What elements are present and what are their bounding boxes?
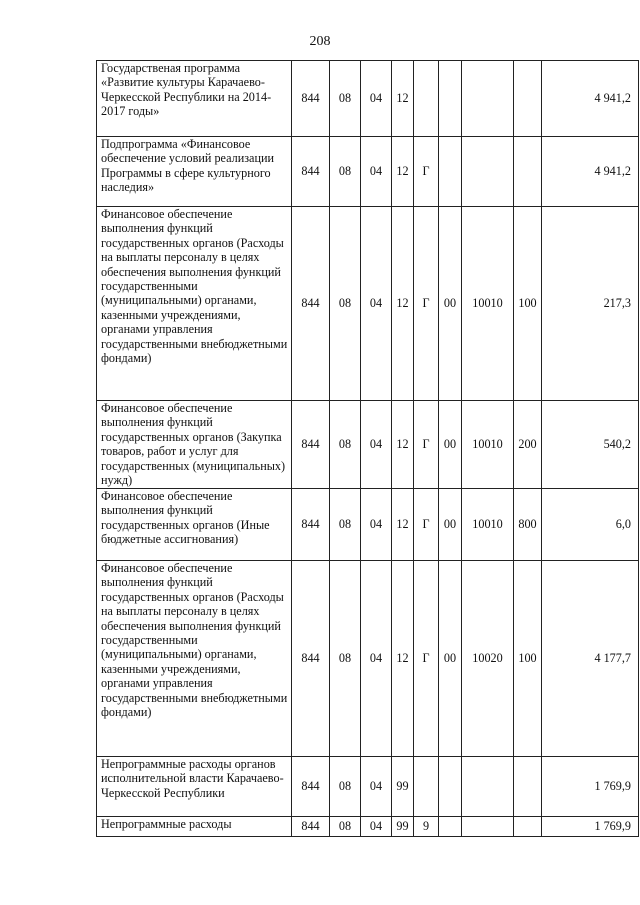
table-row bbox=[97, 137, 639, 207]
cell-program-code: 12 bbox=[392, 137, 414, 207]
cell-section-code: 08 bbox=[330, 207, 361, 401]
cell-subsection-code: 04 bbox=[361, 489, 392, 561]
cell-subsection-code: 04 bbox=[361, 207, 392, 401]
cell-name: Подпрограмма «Финансовое обеспечение условий реализации Программы в сфере культурного наследия» bbox=[97, 137, 292, 207]
cell-program-code: 12 bbox=[392, 489, 414, 561]
cell-type-code: 100 bbox=[514, 561, 542, 757]
cell-admin-code: 844 bbox=[292, 817, 330, 837]
cell-admin-code: 844 bbox=[292, 137, 330, 207]
cell-direction-code: 00 bbox=[439, 401, 462, 489]
cell-direction-code: 00 bbox=[439, 561, 462, 757]
cell-subsection-code: 04 bbox=[361, 137, 392, 207]
cell-type-code: 200 bbox=[514, 401, 542, 489]
cell-type-code bbox=[514, 61, 542, 137]
table-row bbox=[97, 489, 639, 561]
cell-subsection-code: 04 bbox=[361, 401, 392, 489]
cell-subsection-code: 04 bbox=[361, 817, 392, 837]
cell-name: Финансовое обеспечение выполнения функций государственных органов (Расходы на выплаты персоналу в целях обеспечения выполнения функций государственными (муниципальными) органами, казенными учреждениями, органами управления государственными внебюджетными фондами) bbox=[97, 207, 292, 401]
cell-name: Непрограммные расходы органов исполнительной власти Карачаево-Черкесской Республики bbox=[97, 757, 292, 817]
cell-subprogram-code bbox=[414, 61, 439, 137]
cell-expense-code: 10010 bbox=[462, 401, 514, 489]
cell-subprogram-code: Г bbox=[414, 401, 439, 489]
cell-amount: 540,2 bbox=[542, 401, 639, 489]
cell-program-code: 12 bbox=[392, 401, 414, 489]
table-row bbox=[97, 817, 639, 837]
cell-expense-code: 10020 bbox=[462, 561, 514, 757]
cell-amount: 4 941,2 bbox=[542, 61, 639, 137]
cell-subprogram-code bbox=[414, 757, 439, 817]
cell-subprogram-code: Г bbox=[414, 137, 439, 207]
cell-direction-code: 00 bbox=[439, 207, 462, 401]
cell-section-code: 08 bbox=[330, 757, 361, 817]
cell-expense-code bbox=[462, 61, 514, 137]
cell-admin-code: 844 bbox=[292, 489, 330, 561]
cell-direction-code bbox=[439, 61, 462, 137]
cell-section-code: 08 bbox=[330, 61, 361, 137]
cell-name: Финансовое обеспечение выполнения функций государственных органов (Иные бюджетные ассигнования) bbox=[97, 489, 292, 561]
cell-admin-code: 844 bbox=[292, 61, 330, 137]
cell-program-code: 12 bbox=[392, 561, 414, 757]
cell-type-code bbox=[514, 137, 542, 207]
cell-section-code: 08 bbox=[330, 489, 361, 561]
cell-expense-code bbox=[462, 817, 514, 837]
cell-amount: 4 177,7 bbox=[542, 561, 639, 757]
cell-subprogram-code: 9 bbox=[414, 817, 439, 837]
cell-amount: 6,0 bbox=[542, 489, 639, 561]
cell-type-code bbox=[514, 757, 542, 817]
cell-name: Непрограммные расходы bbox=[97, 817, 292, 837]
page-number: 208 bbox=[309, 34, 331, 49]
cell-amount: 1 769,9 bbox=[542, 817, 639, 837]
table-row bbox=[97, 401, 639, 489]
cell-amount: 4 941,2 bbox=[542, 137, 639, 207]
cell-subprogram-code: Г bbox=[414, 489, 439, 561]
cell-section-code: 08 bbox=[330, 137, 361, 207]
cell-program-code: 12 bbox=[392, 207, 414, 401]
cell-subsection-code: 04 bbox=[361, 561, 392, 757]
cell-admin-code: 844 bbox=[292, 757, 330, 817]
cell-admin-code: 844 bbox=[292, 561, 330, 757]
cell-name: Финансовое обеспечение выполнения функций государственных органов (Закупка товаров, работ и услуг для государственных (муниципальных) нужд) bbox=[97, 401, 292, 489]
cell-subsection-code: 04 bbox=[361, 757, 392, 817]
table-row bbox=[97, 561, 639, 757]
cell-section-code: 08 bbox=[330, 817, 361, 837]
cell-expense-code: 10010 bbox=[462, 207, 514, 401]
cell-expense-code bbox=[462, 137, 514, 207]
budget-table-wrapper bbox=[96, 60, 638, 837]
cell-name: Государственая программа «Развитие культуры Карачаево-Черкесской Республики на 2014-2017 годы» bbox=[97, 61, 292, 137]
table-row bbox=[97, 207, 639, 401]
table-row bbox=[97, 757, 639, 817]
cell-name: Финансовое обеспечение выполнения функций государственных органов (Расходы на выплаты персоналу в целях обеспечения выполнения функций государственными (муниципальными) органами, казенными учреждениями, органами управления государственными внебюджетными фондами) bbox=[97, 561, 292, 757]
budget-table bbox=[96, 60, 639, 837]
cell-program-code: 99 bbox=[392, 757, 414, 817]
cell-amount: 217,3 bbox=[542, 207, 639, 401]
cell-direction-code: 00 bbox=[439, 489, 462, 561]
cell-admin-code: 844 bbox=[292, 401, 330, 489]
cell-admin-code: 844 bbox=[292, 207, 330, 401]
cell-amount: 1 769,9 bbox=[542, 757, 639, 817]
cell-expense-code: 10010 bbox=[462, 489, 514, 561]
cell-section-code: 08 bbox=[330, 561, 361, 757]
cell-section-code: 08 bbox=[330, 401, 361, 489]
cell-subprogram-code: Г bbox=[414, 207, 439, 401]
cell-type-code: 800 bbox=[514, 489, 542, 561]
cell-expense-code bbox=[462, 757, 514, 817]
table-body bbox=[97, 61, 639, 837]
table-row bbox=[97, 61, 639, 137]
cell-direction-code bbox=[439, 757, 462, 817]
cell-program-code: 99 bbox=[392, 817, 414, 837]
cell-direction-code bbox=[439, 137, 462, 207]
cell-type-code: 100 bbox=[514, 207, 542, 401]
cell-direction-code bbox=[439, 817, 462, 837]
cell-program-code: 12 bbox=[392, 61, 414, 137]
cell-type-code bbox=[514, 817, 542, 837]
cell-subsection-code: 04 bbox=[361, 61, 392, 137]
cell-subprogram-code: Г bbox=[414, 561, 439, 757]
